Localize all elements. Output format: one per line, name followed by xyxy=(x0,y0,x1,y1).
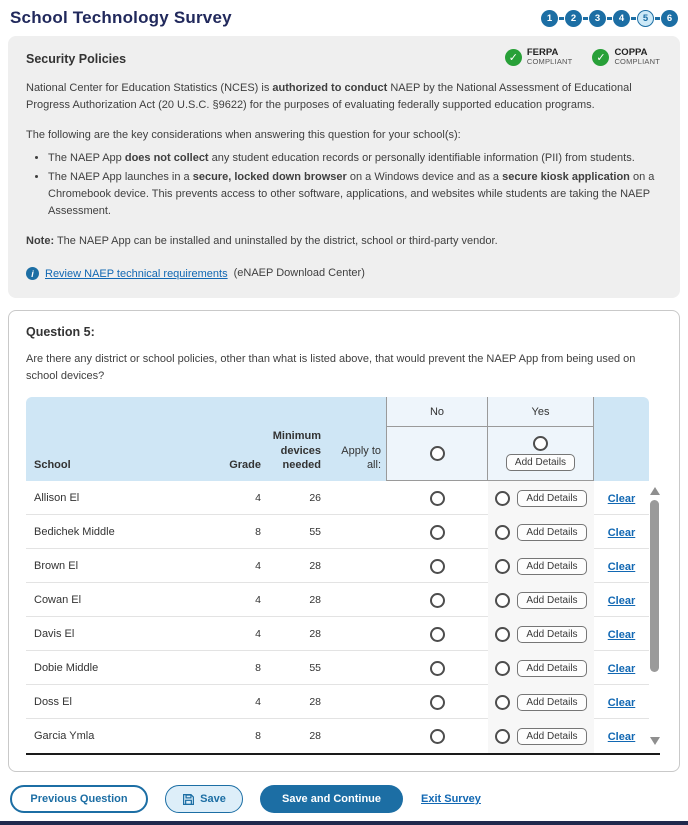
step-indicator xyxy=(541,10,678,27)
devices-value: 28 xyxy=(309,730,321,743)
add-details-button[interactable]: Add Details xyxy=(517,558,586,575)
coppa-badge-label: COPPA xyxy=(614,47,648,58)
table-row xyxy=(26,685,649,719)
column-header-min-devices: Minimum devices needed xyxy=(272,430,321,471)
table-row xyxy=(26,481,649,515)
clear-link[interactable]: Clear xyxy=(607,731,636,744)
previous-question-button[interactable]: Previous Question xyxy=(10,785,148,813)
no-radio[interactable] xyxy=(430,729,445,744)
clear-link[interactable]: Clear xyxy=(607,561,636,574)
note-paragraph: Note: The NAEP App can be installed and uninstalled by the district, school or third-party vendor. xyxy=(26,235,498,248)
check-icon: ✓ xyxy=(592,49,609,66)
apply-all-add-details-button[interactable]: Add Details xyxy=(506,454,575,471)
table-header xyxy=(26,397,649,481)
school-policy-table xyxy=(26,397,660,755)
add-details-button[interactable]: Add Details xyxy=(517,626,586,643)
devices-value: 55 xyxy=(309,526,321,539)
add-details-button[interactable]: Add Details xyxy=(517,524,586,541)
devices-value: 28 xyxy=(309,560,321,573)
yes-radio[interactable] xyxy=(495,695,510,710)
step-connector xyxy=(631,17,636,20)
clear-link[interactable]: Clear xyxy=(607,697,636,710)
column-header-no: No xyxy=(387,397,487,427)
school-name: Allison El xyxy=(34,492,80,505)
save-icon xyxy=(182,793,195,806)
table-row xyxy=(26,651,649,685)
check-icon: ✓ xyxy=(505,49,522,66)
save-and-continue-button[interactable]: Save and Continue xyxy=(260,785,403,813)
add-details-button[interactable]: Add Details xyxy=(517,694,586,711)
grade-value: 4 xyxy=(255,492,261,505)
yes-radio[interactable] xyxy=(495,525,510,540)
school-name: Bedichek Middle xyxy=(34,526,115,539)
yes-radio[interactable] xyxy=(495,661,510,676)
ferpa-badge-sublabel: COMPLIANT xyxy=(526,57,573,67)
school-name: Davis El xyxy=(34,628,75,641)
add-details-button[interactable]: Add Details xyxy=(517,728,586,745)
no-radio[interactable] xyxy=(430,695,445,710)
security-policies-card xyxy=(8,36,680,298)
apply-all-yes-radio[interactable] xyxy=(533,436,548,451)
school-name: Cowan El xyxy=(34,594,82,607)
page-header xyxy=(8,6,680,36)
grade-value: 4 xyxy=(255,628,261,641)
step-2[interactable]: 2 xyxy=(565,10,582,27)
add-details-button[interactable]: Add Details xyxy=(517,660,586,677)
no-radio[interactable] xyxy=(430,559,445,574)
grade-value: 4 xyxy=(255,696,261,709)
yes-radio[interactable] xyxy=(495,593,510,608)
coppa-badge xyxy=(592,48,660,67)
ferpa-badge xyxy=(505,48,573,67)
exit-survey-link[interactable]: Exit Survey xyxy=(421,793,481,806)
grade-value: 4 xyxy=(255,560,261,573)
considerations-intro: The following are the key considerations when answering this question for your school(s): xyxy=(26,128,461,141)
school-name: Dobie Middle xyxy=(34,662,99,675)
security-policies-heading: Security Policies xyxy=(26,52,127,66)
considerations-list xyxy=(48,150,662,220)
scrollbar[interactable] xyxy=(649,481,660,753)
clear-link[interactable]: Clear xyxy=(607,493,636,506)
authorization-paragraph: National Center for Education Statistics (NCES) is authorized to conduct NAEP by the National Assessment of Educational Progress Authorization Act (20 U.S.C. §9622) for the purposes of evaluating federally supported education programs. xyxy=(26,81,632,111)
link-suffix-text: (eNAEP Download Center) xyxy=(233,267,365,280)
step-3[interactable]: 3 xyxy=(589,10,606,27)
grade-value: 8 xyxy=(255,526,261,539)
compliance-badges xyxy=(505,48,662,67)
clear-link[interactable]: Clear xyxy=(607,527,636,540)
devices-value: 55 xyxy=(309,662,321,675)
apply-to-all-label: Apply to all: xyxy=(341,444,381,471)
table-row xyxy=(26,583,649,617)
ferpa-badge-label: FERPA xyxy=(526,47,559,58)
clear-link[interactable]: Clear xyxy=(607,629,636,642)
coppa-badge-sublabel: COMPLIANT xyxy=(614,57,660,67)
devices-value: 28 xyxy=(309,696,321,709)
no-radio[interactable] xyxy=(430,627,445,642)
grade-value: 8 xyxy=(255,662,261,675)
question-heading: Question 5: xyxy=(26,325,95,340)
column-header-yes: Yes xyxy=(488,397,593,427)
step-5[interactable]: 5 xyxy=(637,10,654,27)
step-6[interactable]: 6 xyxy=(661,10,678,27)
table-rows xyxy=(26,481,649,753)
school-name: Brown El xyxy=(34,560,79,573)
no-radio[interactable] xyxy=(430,661,445,676)
page-title: School Technology Survey xyxy=(10,8,232,27)
step-connector xyxy=(559,17,564,20)
devices-value: 28 xyxy=(309,594,321,607)
step-connector xyxy=(607,17,612,20)
yes-radio[interactable] xyxy=(495,729,510,744)
table-row xyxy=(26,549,649,583)
list-item: • The NAEP App launches in a secure, locked down browser on a Windows device and as a secure kiosk application on a Chromebook device. This prevents access to other software, applications, and websites while students are taking the NAEP Assessment. xyxy=(48,169,662,220)
save-button[interactable]: Save xyxy=(165,785,243,813)
clear-link[interactable]: Clear xyxy=(607,663,636,676)
column-header-grade: Grade xyxy=(229,458,261,471)
no-radio[interactable] xyxy=(430,525,445,540)
table-row xyxy=(26,515,649,549)
add-details-button[interactable]: Add Details xyxy=(517,592,586,609)
clear-link[interactable]: Clear xyxy=(607,595,636,608)
school-name: Garcia Ymla xyxy=(34,730,95,743)
yes-radio[interactable] xyxy=(495,559,510,574)
step-4[interactable]: 4 xyxy=(613,10,630,27)
scrollbar-thumb[interactable] xyxy=(650,500,659,672)
grade-value: 4 xyxy=(255,594,261,607)
grade-value: 8 xyxy=(255,730,261,743)
apply-all-no-radio[interactable] xyxy=(430,446,445,461)
question-card xyxy=(8,310,680,772)
yes-radio[interactable] xyxy=(495,627,510,642)
bottom-bar xyxy=(0,821,688,825)
footer-actions xyxy=(8,785,680,813)
no-radio[interactable] xyxy=(430,491,445,506)
step-connector xyxy=(655,17,660,20)
step-1[interactable]: 1 xyxy=(541,10,558,27)
table-row xyxy=(26,617,649,651)
technical-requirements-link[interactable]: Review NAEP technical requirements xyxy=(45,267,228,280)
add-details-button[interactable]: Add Details xyxy=(517,490,586,507)
question-text: Are there any district or school policies, other than what is listed above, that would prevent the NAEP App from being used on school devices? xyxy=(26,353,636,383)
table-row xyxy=(26,719,649,753)
devices-value: 28 xyxy=(309,628,321,641)
scrollbar-down-icon[interactable] xyxy=(650,737,660,745)
devices-value: 26 xyxy=(309,492,321,505)
info-icon: i xyxy=(26,267,39,280)
column-header-school: School xyxy=(34,458,71,471)
step-connector xyxy=(583,17,588,20)
scrollbar-up-icon[interactable] xyxy=(650,487,660,495)
yes-radio[interactable] xyxy=(495,491,510,506)
school-name: Doss El xyxy=(34,696,72,709)
no-radio[interactable] xyxy=(430,593,445,608)
list-item: • The NAEP App does not collect any student education records or personally identifiable information (PII) from students. xyxy=(48,150,662,167)
